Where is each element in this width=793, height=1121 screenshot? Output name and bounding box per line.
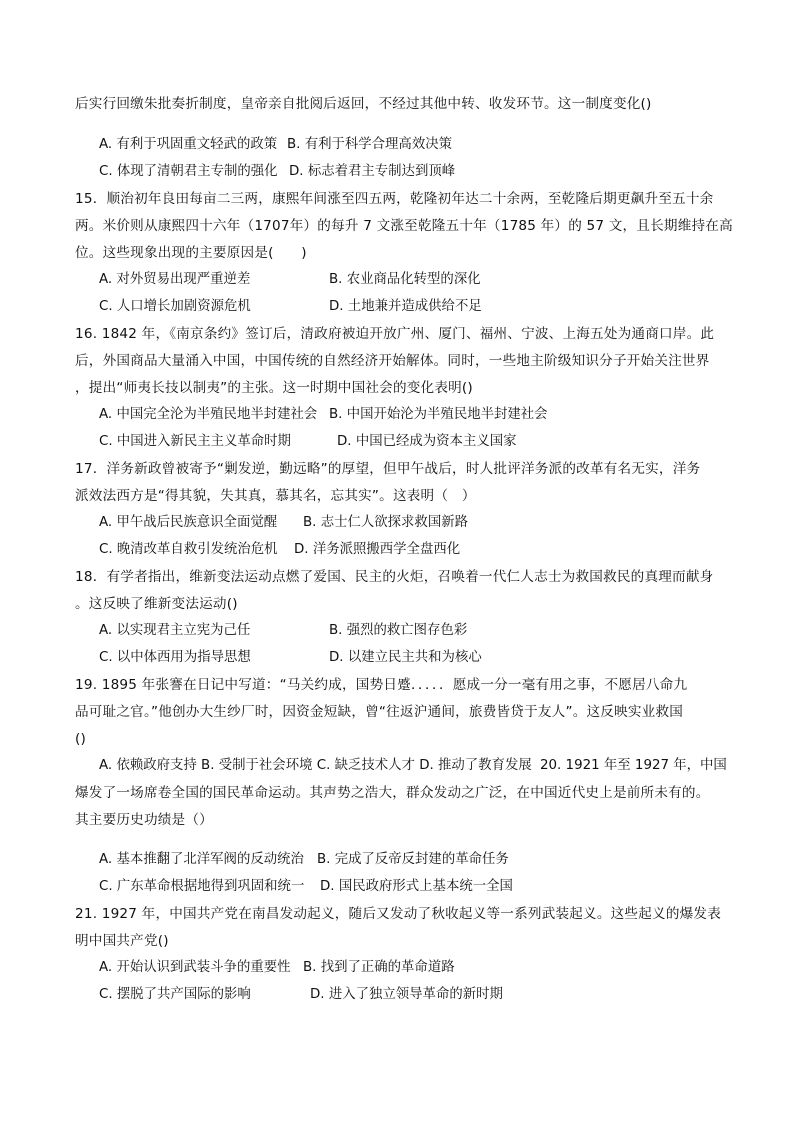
q16-option-b: B. 中国开始沦为半殖民地半封建社会 (329, 407, 548, 422)
q16-stem-line2: 后，外国商品大量涌入中国，中国传统的自然经济开始解体。同时，一些地主阶级知识分子开始关注世界 (75, 353, 710, 369)
q21-stem-line1: 21. 1927 年，中国共产党在南昌发动起义，随后又发动了秋收起义等一系列武装起义。这些起义的爆发表 (75, 906, 721, 922)
q17-stem-line1: 17．洋务新政曾被寄予“剿发逆，勤远略”的厚望，但甲午战后，时人批评洋务派的改革有名无实，洋务 (75, 461, 701, 477)
q14-option-c: C. 体现了清朝君主专制的强化 (99, 164, 278, 179)
q19-options: A. 依赖政府支持 B. 受制于社会环境 C. 缺乏技术人才 D. 推动了教育发展 (99, 758, 532, 773)
q14-option-b: B. 有利于科学合理高效决策 (287, 137, 452, 152)
q17-option-a: A. 甲午战后民族意识全面觉醒 (99, 515, 278, 530)
q16-stem-line3: ，提出“师夷长技以制夷”的主张。这一时期中国社会的变化表明() (75, 380, 473, 396)
q17-option-d: D. 洋务派照搬西学全盘西化 (294, 542, 461, 557)
q15-stem-line3: 位。这些现象出现的主要原因是( ) (75, 245, 307, 261)
q15-stem-line2: 两。米价则从康熙四十六年（1707年）的每升 7 文涨至乾隆五十年（1785 年）的 57 文，且长期维持在高 (75, 218, 733, 234)
q19-stem-line2: 品可耻之官。”他创办大生纱厂时，因资金短缺，曾“往返沪通间，旅费皆贷于友人”。这反映实业救国 (75, 704, 684, 720)
q17-option-b: B. 志士仁人欲探求救国新路 (303, 515, 468, 530)
q16-option-c: C. 中国进入新民主主义革命时期 (99, 434, 291, 449)
q18-option-a: A. 以实现君主立宪为己任 (99, 623, 251, 638)
q17-stem-line2: 派效法西方是“得其貌，失其真，慕其名，忘其实”。这表明（ ） (75, 488, 476, 504)
q16-stem-line1: 16. 1842 年，《南京条约》签订后，清政府被迫开放广州、厦门、福州、宁波、上海五处为通商口岸。此 (75, 326, 715, 342)
q21-option-d: D. 进入了独立领导革命的新时期 (310, 987, 503, 1002)
q21-option-b: B. 找到了正确的革命道路 (303, 960, 455, 975)
q20-stem-line2: 爆发了一场席卷全国的国民革命运动。其声势之浩大，群众发动之广泛，在中国近代史上是前所未有的。 (75, 785, 710, 801)
q21-option-a: A. 开始认识到武装斗争的重要性 (99, 960, 291, 975)
q15-option-c: C. 人口增长加剧资源危机 (99, 299, 251, 314)
q21-option-c: C. 摆脱了共产国际的影响 (99, 987, 251, 1002)
q19-stem-line1: 19. 1895 年张謇在日记中写道：“马关约成，国势日蹙．．．．．愿成一分一毫有用之事，不愿居八命九 (75, 677, 688, 693)
q20-option-a: A. 基本推翻了北洋军阀的反动统治 (99, 852, 304, 867)
q18-option-d: D. 以建立民主共和为核心 (329, 650, 482, 665)
q16-option-d: D. 中国已经成为资本主义国家 (337, 434, 517, 449)
q15-stem-line1: 15．顺治初年良田每亩二三两，康熙年间涨至四五两，乾隆初年达二十余两，至乾隆后期更飙升至五十余 (75, 191, 714, 207)
q15-option-a: A. 对外贸易出现严重逆差 (99, 272, 251, 287)
q18-option-c: C. 以中体西用为指导思想 (99, 650, 251, 665)
q17-option-c: C. 晚清改革自救引发统治危机 (99, 542, 278, 557)
q14-stem-cont: 后实行回缴朱批奏折制度，皇帝亲自批阅后返回，不经过其他中转、收发环节。这一制度变化() (75, 96, 652, 112)
q18-option-b: B. 强烈的救亡图存色彩 (329, 623, 468, 638)
q20-option-b: B. 完成了反帝反封建的革命任务 (317, 852, 509, 867)
q14-option-a: A. 有利于巩固重文轻武的政策 (99, 137, 278, 152)
q16-option-a: A. 中国完全沦为半殖民地半封建社会 (99, 407, 318, 422)
q20-stem-line3: 其主要历史功绩是（） (75, 812, 213, 828)
q19-stem-line3: () (75, 731, 87, 747)
q15-option-b: B. 农业商品化转型的深化 (329, 272, 481, 287)
q20-option-c: C. 广东革命根据地得到巩固和统一 (99, 879, 305, 894)
q20-option-d: D. 国民政府形式上基本统一全国 (320, 879, 513, 894)
q18-stem-line1: 18．有学者指出，维新变法运动点燃了爱国、民主的火炬，召唤着一代仁人志士为救国救民的真理而献身 (75, 569, 714, 585)
q15-option-d: D. 土地兼并造成供给不足 (329, 299, 482, 314)
q14-option-d: D. 标志着君主专制达到顶峰 (289, 164, 456, 179)
q20-stem-line1: 20. 1921 年至 1927 年，中国 (540, 758, 727, 773)
q21-stem-line2: 明中国共产党() (75, 933, 169, 949)
q18-stem-line2: 。这反映了维新变法运动() (75, 596, 238, 612)
